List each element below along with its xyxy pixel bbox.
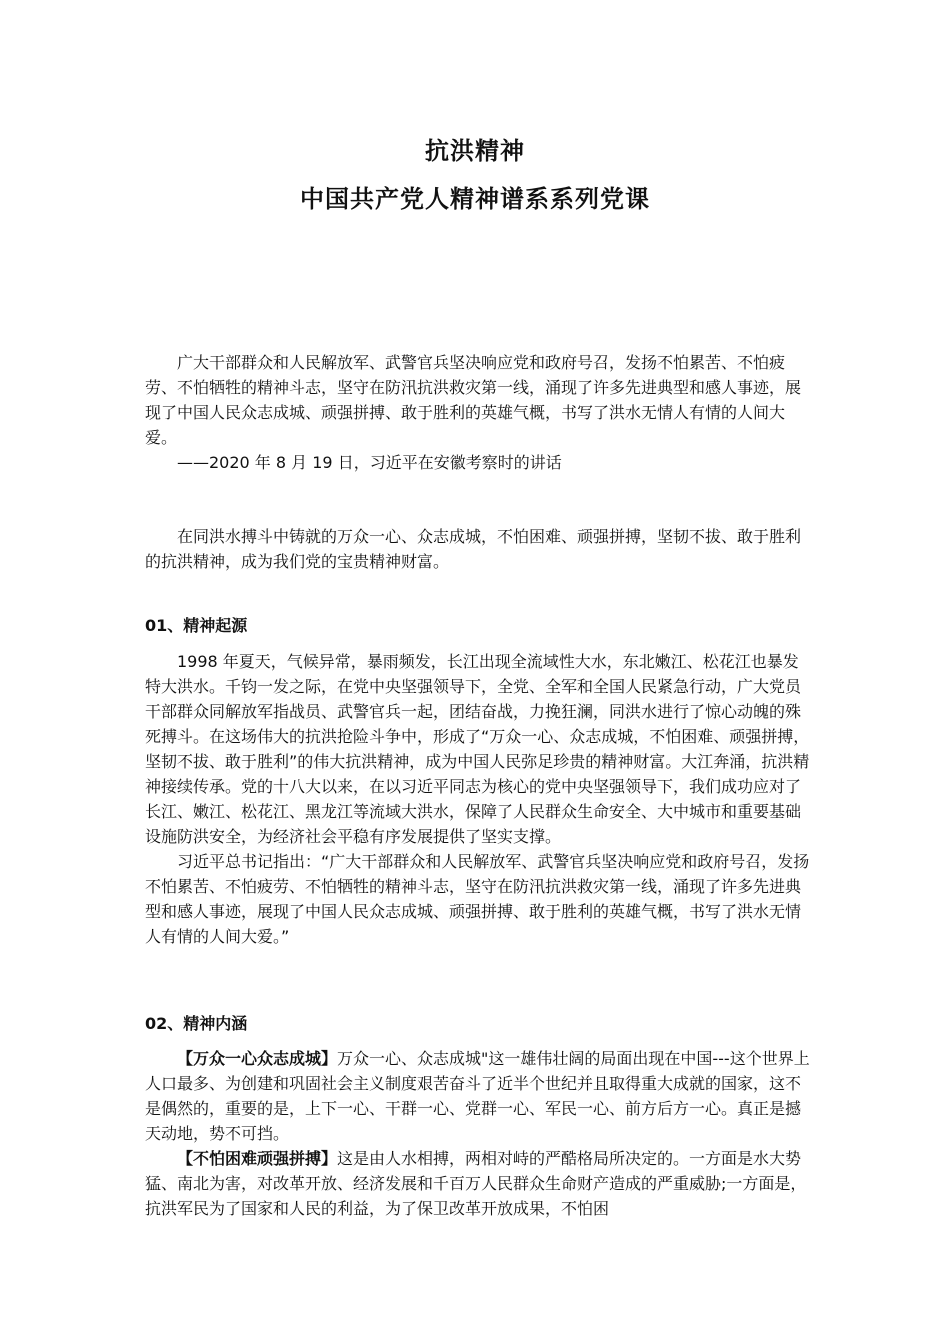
connotation-item-1-text: 万众一心、众志成城"这一雄伟壮阔的局面出现在中国---这个世界上人口最多、为创建和巩固社会主义制度艰苦奋斗了近半个世纪并且取得重大成就的国家，这不是偶然的，重要的是，上下一心、干群一心、党群一心、军民一心、前方后方一心。真正是撼天动地，势不可挡。 bbox=[145, 1049, 810, 1143]
section-heading-origin: 01、精神起源 bbox=[145, 616, 248, 635]
document-subtitle: 中国共产党人精神谱系系列党课 bbox=[300, 185, 650, 213]
section-origin-body bbox=[145, 649, 810, 949]
connotation-item-1 bbox=[145, 1046, 810, 1146]
origin-paragraph-2: 习近平总书记指出：“广大干部群众和人民解放军、武警官兵坚决响应党和政府号召，发扬不怕累苦、不怕疲劳、不怕牺牲的精神斗志，坚守在防汛抗洪救灾第一线，涌现了许多先进典型和感人事迹，展现了中国人民众志成城、顽强拼搏、敢于胜利的英雄气概，书写了洪水无情人有情的人间大爱。” bbox=[145, 852, 810, 946]
quote-block bbox=[145, 350, 810, 475]
connotation-item-2-lead: 【不怕困难顽强拼搏】 bbox=[177, 1149, 338, 1168]
origin-paragraph-1: 1998 年夏天，气候异常，暴雨频发，长江出现全流域性大水，东北嫩江、松花江也暴发特大洪水。千钧一发之际，在党中央坚强领导下，全党、全军和全国人民紧急行动，广大党员干部群众同解放军指战员、武警官兵一起，团结奋战，力挽狂澜，同洪水进行了惊心动魄的殊死搏斗。在这场伟大的抗洪抢险斗争中，形成了“万众一心、众志成城，不怕困难、顽强拼搏，坚韧不拔、敢于胜利”的伟大抗洪精神，成为中国人民弥足珍贵的精神财富。大江奔涌，抗洪精神接续传承。党的十八大以来，在以习近平同志为核心的党中央坚强领导下，我们成功应对了长江、嫩江、松花江、黑龙江等流域大洪水，保障了人民群众生命安全、大中城市和重要基础设施防洪安全，为经济社会平稳有序发展提供了坚实支撑。 bbox=[145, 652, 810, 846]
connotation-item-1-lead: 【万众一心众志成城】 bbox=[177, 1049, 338, 1068]
section-connotation-body bbox=[145, 1046, 810, 1221]
quote-text: 广大干部群众和人民解放军、武警官兵坚决响应党和政府号召，发扬不怕累苦、不怕疲劳、不怕牺牲的精神斗志，坚守在防汛抗洪救灾第一线，涌现了许多先进典型和感人事迹，展现了中国人民众志成城、顽强拼搏、敢于胜利的英雄气概，书写了洪水无情人有情的人间大爱。 bbox=[145, 353, 802, 447]
connotation-item-2 bbox=[145, 1146, 810, 1221]
document-title: 抗洪精神 bbox=[425, 137, 525, 165]
intro-block bbox=[145, 524, 810, 574]
quote-source: ——2020 年 8 月 19 日，习近平在安徽考察时的讲话 bbox=[177, 453, 562, 472]
connotation-item-2-text: 这是由人水相搏，两相对峙的严酷格局所决定的。一方面是水大势猛、南北为害，对改革开放、经济发展和千百万人民群众生命财产造成的严重威胁;一方面是，抗洪军民为了国家和人民的利益，为了保卫改革开放成果，不怕困 bbox=[145, 1149, 807, 1218]
section-heading-connotation: 02、精神内涵 bbox=[145, 1014, 248, 1033]
intro-paragraph: 在同洪水搏斗中铸就的万众一心、众志成城，不怕困难、顽强拼搏，坚韧不拔、敢于胜利的抗洪精神，成为我们党的宝贵精神财富。 bbox=[145, 527, 802, 571]
